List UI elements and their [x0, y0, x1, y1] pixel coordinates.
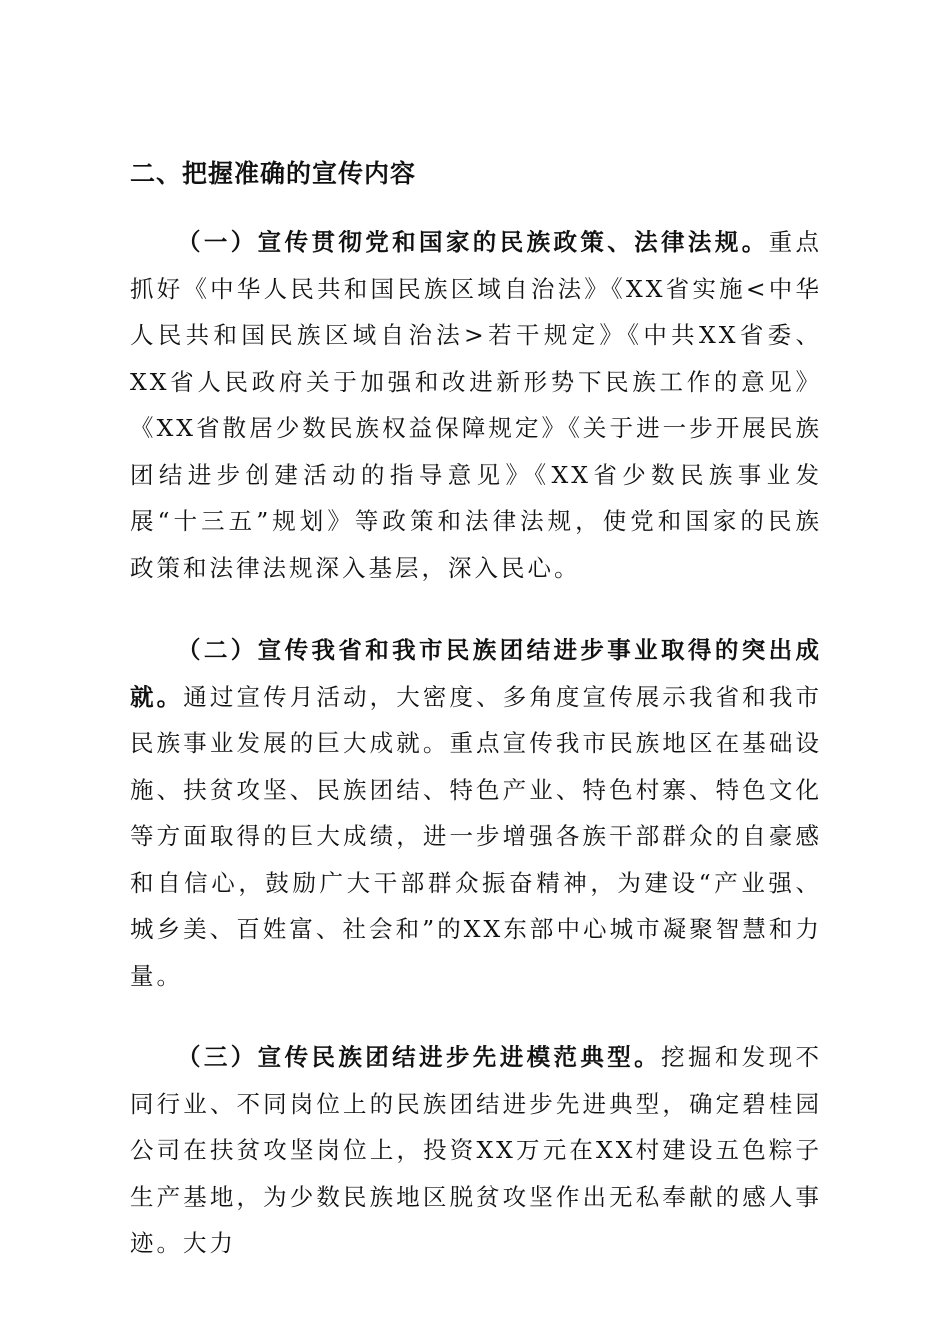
section-heading: 二、把握准确的宣传内容 — [130, 159, 417, 188]
paragraph-lead: （三）宣传民族团结进步先进模范典型。 — [177, 1043, 662, 1071]
paragraph-body: 通过宣传月活动，大密度、多角度宣传展示我省和我市民族事业发展的巨大成就。重点宣传我市民族地区在基础设施、扶贫攻坚、民族团结、特色产业、特色村寨、特色文化等方面取得的巨大成绩，进一步增强各族干部群众的自豪感和自信心，鼓励广大干部群众振奋精神，为建设“产业强、城乡美、百姓富、社会和”的XX东部中心城市凝聚智慧和力量。 — [130, 682, 823, 990]
paragraph-body: 重点抓好《中华人民共和国民族区域自治法》《XX省实施<中华人民共和国民族区域自治法>若干规定》《中共XX省委、XX省人民政府关于加强和改进新形势下民族工作的意见》《XX省散居少数民族权益保障规定》《关于进一步开展民族团结进步创建活动的指导意见》《XX省少数民族事业发展“十三五”规划》等政策和法律法规，使党和国家的民族政策和法律法规深入基层，深入民心。 — [130, 228, 823, 582]
paragraph-lead: （二）宣传我省和我市民族团结进步事业取得的突出成就。 — [130, 636, 822, 711]
paragraph-achievements-publicity — [130, 627, 822, 999]
paragraph-body: 挖掘和发现不同行业、不同岗位上的民族团结进步先进典型，确定碧桂园公司在扶贫攻坚岗位上，投资XX万元在XX村建设五色粽子生产基地，为少数民族地区脱贫攻坚作出无私奉献的感人事迹。大力 — [130, 1043, 823, 1257]
paragraph-role-models-publicity — [130, 1034, 822, 1267]
paragraph-policy-publicity — [130, 219, 822, 591]
paragraph-lead: （一）宣传贯彻党和国家的民族政策、法律法规。 — [177, 228, 769, 256]
